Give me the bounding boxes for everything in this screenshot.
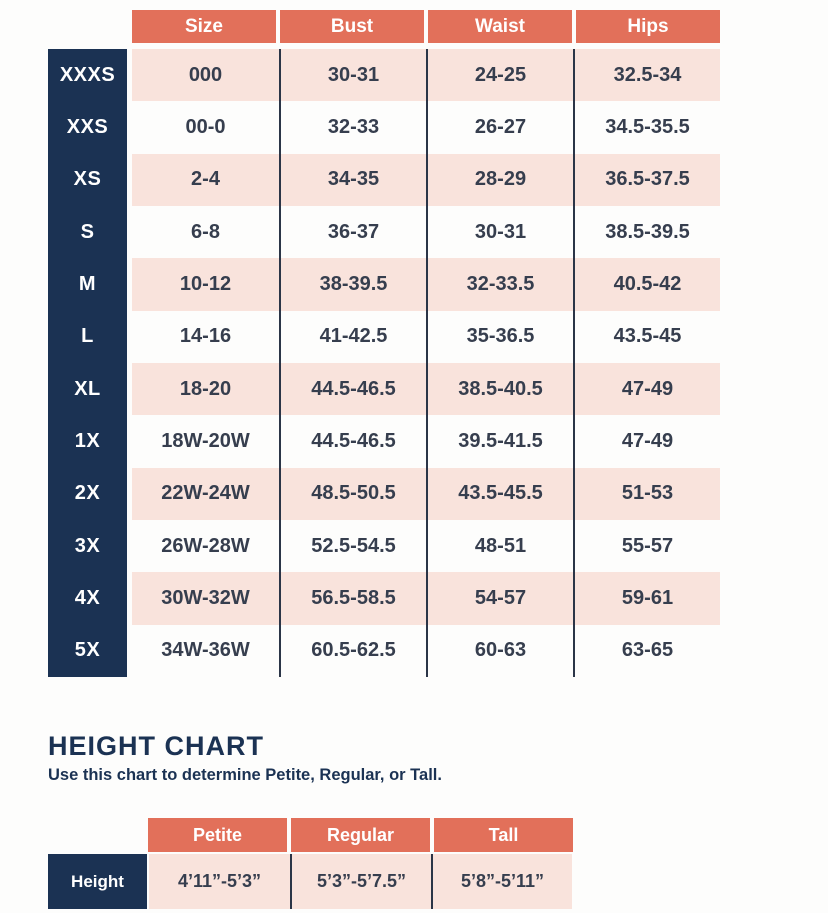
column-header-regular: Regular — [291, 818, 430, 852]
column-header-size: Size — [132, 10, 276, 43]
size-chart-cell: 44.5-46.5 — [279, 363, 426, 415]
size-chart-cell: 48.5-50.5 — [279, 468, 426, 520]
size-chart-cell: 43.5-45.5 — [426, 468, 573, 520]
size-row-label: 2X — [74, 482, 101, 505]
size-chart-cell: 36.5-37.5 — [573, 154, 720, 206]
size-row-label: L — [81, 325, 94, 348]
height-chart-data-row — [48, 854, 573, 909]
size-chart-cell: 38.5-39.5 — [573, 206, 720, 258]
size-row-label: 3X — [74, 534, 101, 557]
size-chart-cell: 55-57 — [573, 520, 720, 572]
size-chart-cell: 35-36.5 — [426, 311, 573, 363]
size-chart-cell: 32-33 — [279, 101, 426, 153]
size-chart-cell: 38.5-40.5 — [426, 363, 573, 415]
size-row-label: XXXS — [59, 63, 116, 86]
size-chart-cell: 32-33.5 — [426, 258, 573, 310]
size-chart-cell: 44.5-46.5 — [279, 415, 426, 467]
size-chart-cell: 63-65 — [573, 625, 720, 677]
height-cell-petite: 4’11”-5’3” — [149, 854, 290, 909]
size-row-label: S — [80, 220, 95, 243]
size-chart-cell: 36-37 — [279, 206, 426, 258]
column-header-hips: Hips — [576, 10, 720, 43]
size-chart-cell: 60-63 — [426, 625, 573, 677]
size-chart-cell: 40.5-42 — [573, 258, 720, 310]
height-cell-tall: 5’8”-5’11” — [431, 854, 572, 909]
size-row-label: 5X — [74, 639, 101, 662]
size-chart-cell: 26W-28W — [161, 534, 250, 557]
height-row-label: Height — [48, 854, 147, 909]
size-chart-cell: 000 — [132, 49, 279, 101]
size-row-label: 4X — [74, 586, 101, 609]
size-chart-cell: 34-35 — [279, 154, 426, 206]
size-row-label: XL — [74, 377, 101, 400]
column-header-petite: Petite — [148, 818, 287, 852]
size-chart-cell: 14-16 — [179, 325, 232, 348]
size-chart-cell: 30W-32W — [132, 572, 279, 624]
size-chart-cell: 56.5-58.5 — [279, 572, 426, 624]
column-header-tall: Tall — [434, 818, 573, 852]
size-row-label: XXS — [66, 115, 109, 138]
size-chart-cell: 18W-20W — [161, 429, 250, 452]
height-cell-regular: 5’3”-5’7.5” — [290, 854, 431, 909]
column-header-bust: Bust — [280, 10, 424, 43]
size-chart-cell: 26-27 — [426, 101, 573, 153]
size-chart-cell: 2-4 — [132, 154, 279, 206]
height-chart-subtitle: Use this chart to determine Petite, Regular, or Tall. — [48, 766, 442, 784]
column-header-waist: Waist — [428, 10, 572, 43]
size-row-label: M — [78, 272, 97, 295]
size-chart-cell: 48-51 — [426, 520, 573, 572]
size-chart-header-row — [132, 10, 720, 43]
height-chart-table — [48, 818, 573, 909]
size-chart-cell: 34.5-35.5 — [573, 101, 720, 153]
size-chart-cell: 39.5-41.5 — [426, 415, 573, 467]
size-chart-cell: 47-49 — [573, 363, 720, 415]
size-label-column — [48, 49, 127, 677]
size-chart-table — [48, 10, 720, 677]
size-chart-cell: 00-0 — [185, 115, 226, 138]
size-chart-cell: 54-57 — [426, 572, 573, 624]
size-chart-cell: 10-12 — [132, 258, 279, 310]
size-chart-cell: 47-49 — [573, 415, 720, 467]
size-chart-cell: 60.5-62.5 — [279, 625, 426, 677]
size-chart-cell: 32.5-34 — [573, 49, 720, 101]
height-chart-header-row — [148, 818, 573, 852]
size-chart-cell: 18-20 — [132, 363, 279, 415]
size-chart-cell: 6-8 — [191, 220, 220, 243]
size-row-label: XS — [73, 168, 102, 191]
size-chart-cell: 52.5-54.5 — [279, 520, 426, 572]
size-chart-cell: 30-31 — [426, 206, 573, 258]
size-chart-cell: 38-39.5 — [279, 258, 426, 310]
size-chart-grid — [132, 49, 720, 677]
size-chart-cell: 28-29 — [426, 154, 573, 206]
size-chart-cell: 34W-36W — [161, 639, 250, 662]
size-chart-cell: 59-61 — [573, 572, 720, 624]
size-chart-cell: 30-31 — [279, 49, 426, 101]
size-chart-cell: 24-25 — [426, 49, 573, 101]
size-chart-cell: 41-42.5 — [279, 311, 426, 363]
size-chart-cell: 22W-24W — [132, 468, 279, 520]
size-chart-body — [48, 49, 720, 677]
height-chart-title: HEIGHT CHART — [48, 731, 264, 761]
size-chart-cell: 43.5-45 — [573, 311, 720, 363]
size-chart-cell: 51-53 — [573, 468, 720, 520]
size-row-label: 1X — [74, 429, 101, 452]
